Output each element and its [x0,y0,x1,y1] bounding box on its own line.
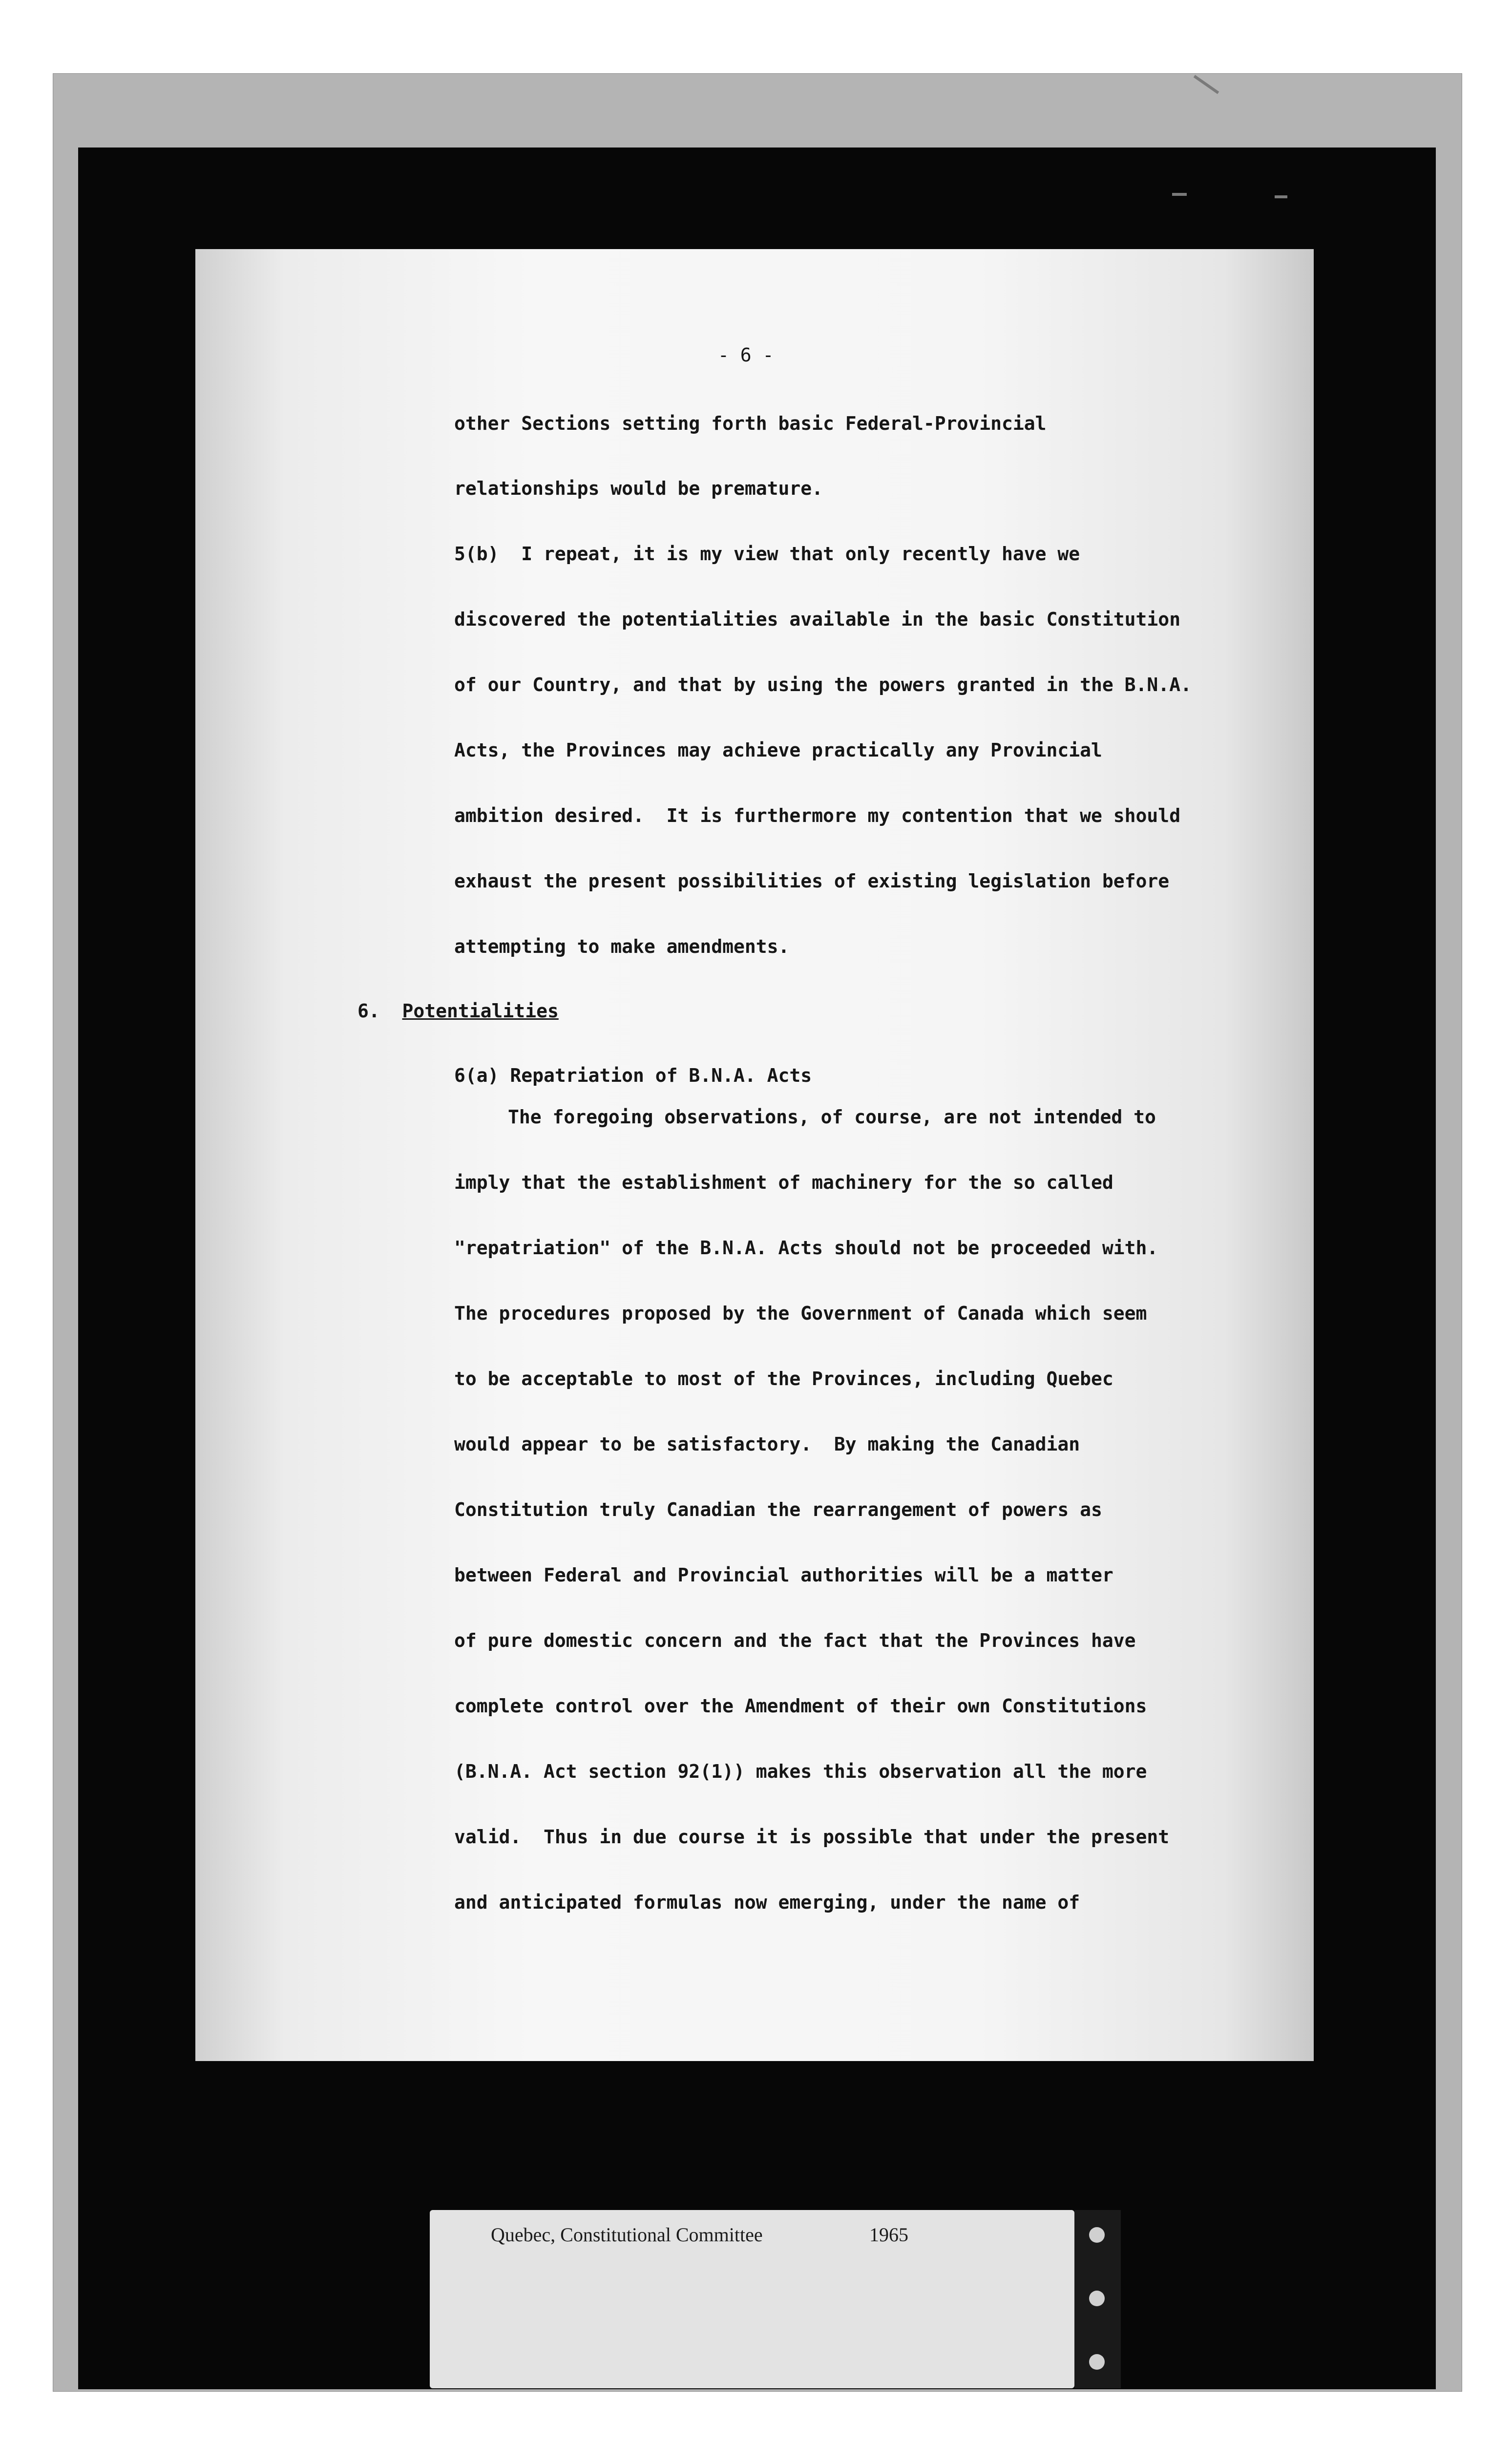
perforation-hole [1089,2227,1105,2243]
section-number: 6. [357,1000,380,1022]
text-line: other Sections setting forth basic Federal-Provincial [454,413,1047,434]
film-scratch [1275,195,1287,198]
archive-label-year: 1965 [869,2224,908,2246]
text-line: relationships would be premature. [454,478,823,499]
section-heading [357,1000,559,1022]
perforation-hole [1089,2354,1105,2370]
text-line: ambition desired. It is furthermore my contention that we should [454,805,1181,826]
page-number: - 6 - [718,344,774,366]
text-line: exhaust the present possibilities of existing legislation before [454,870,1170,892]
subsection-title: 6(a) Repatriation of B.N.A. Acts [454,1065,812,1086]
text-line: of pure domestic concern and the fact that the Provinces have [454,1630,1136,1651]
text-line: and anticipated formulas now emerging, under the name of [454,1892,1080,1913]
text-line: The procedures proposed by the Government of Canada which seem [454,1303,1147,1324]
text-line: (B.N.A. Act section 92(1)) makes this observation all the more [454,1761,1147,1782]
typed-page [195,249,1314,2061]
text-line: "repatriation" of the B.N.A. Acts should not be proceeded with. [454,1237,1158,1259]
text-line: 5(b) I repeat, it is my view that only recently have we [454,543,1080,565]
text-line: between Federal and Provincial authorities will be a matter [454,1564,1113,1586]
archive-label-title: Quebec, Constitutional Committee [491,2224,763,2246]
text-line: attempting to make amendments. [454,936,790,957]
text-line: complete control over the Amendment of their own Constitutions [454,1695,1147,1717]
text-line: Constitution truly Canadian the rearrangement of powers as [454,1499,1102,1520]
perforation-hole [1089,2291,1105,2306]
text-line: discovered the potentialities available in the basic Constitution [454,609,1181,630]
text-line: The foregoing observations, of course, are not intended to [508,1106,1156,1128]
text-line: would appear to be satisfactory. By making the Canadian [454,1433,1080,1455]
section-title: Potentialities [402,1000,559,1022]
text-line: imply that the establishment of machinery for the so called [454,1172,1113,1193]
text-line: to be acceptable to most of the Provinces, including Quebec [454,1368,1113,1389]
film-scratch [1172,193,1187,196]
text-line: valid. Thus in due course it is possible that under the present [454,1826,1170,1848]
text-line: of our Country, and that by using the powers granted in the B.N.A. [454,674,1192,695]
text-line: Acts, the Provinces may achieve practically any Provincial [454,739,1102,761]
